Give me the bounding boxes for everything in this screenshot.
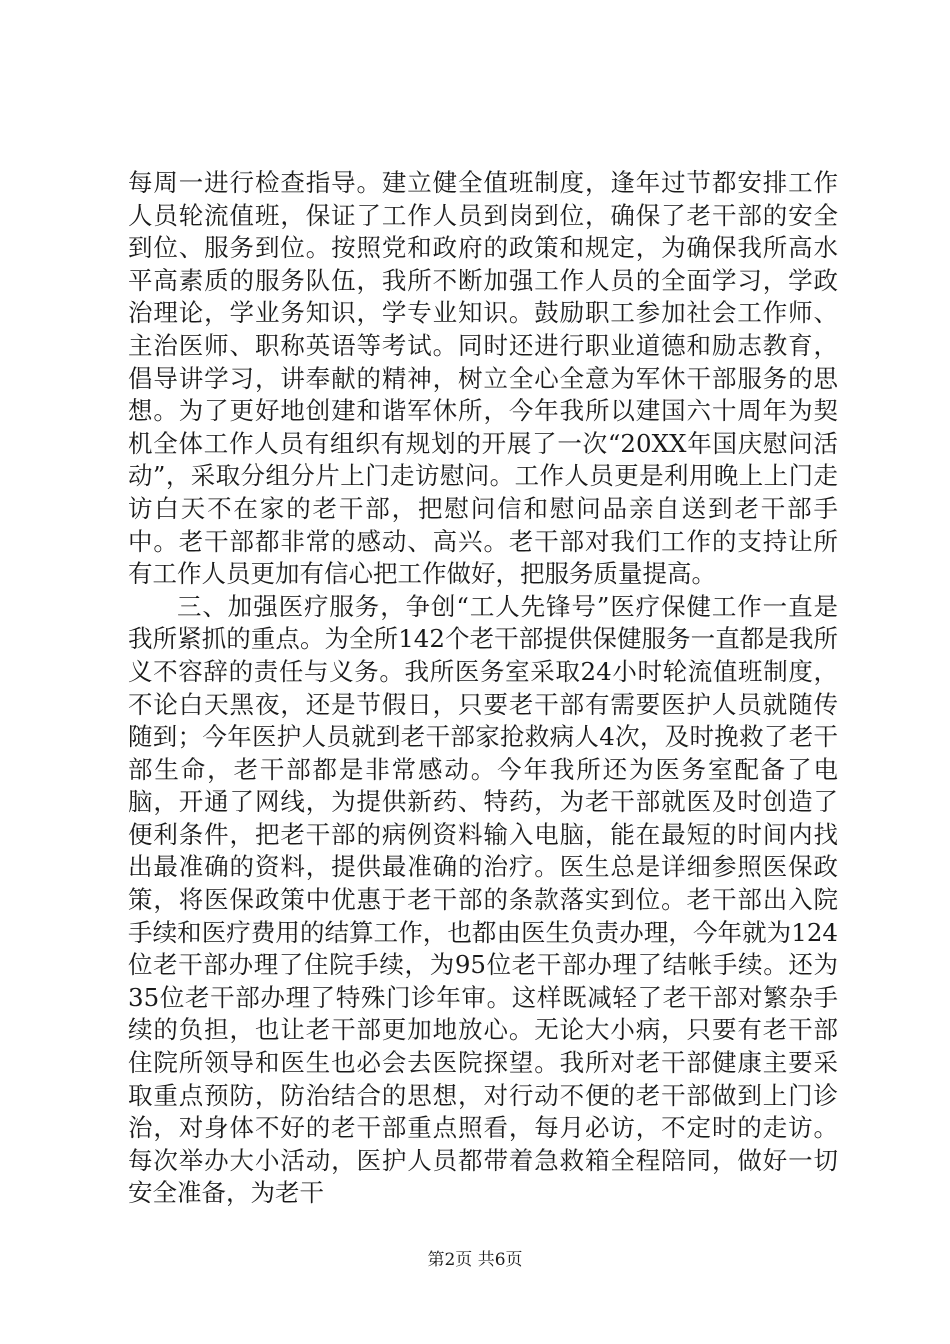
paragraph-2: 三、加强医疗服务，争创“工人先锋号”医疗保健工作一直是我所紧抓的重点。为全所142个老干部提供保健服务一直都是我所义不容辞的责任与义务。我所医务室采取24小时轮流值班制度，不论白天黑夜，还是节假日，只要老干部有需要医护人员就随传随到；今年医护人员就到老干部家抢救病人4次，及时挽救了老干部生命，老干部都是非常感动。今年我所还为医务室配备了电脑，开通了网线，为提供新药、特药，为老干部就医及时创造了便利条件，把老干部的病例资料输入电脑，能在最短的时间内找出最准确的资料，提供最准确的治疗。医生总是详细参照医保政策，将医保政策中优惠于老干部的条款落实到位。老干部出入院手续和医疗费用的结算工作，也都由医生负责办理，今年就为124位老干部办理了住院手续，为95位老干部办理了结帐手续。还为35位老干部办理了特殊门诊年审。这样既减轻了老干部对繁杂手续的负担，也让老干部更加地放心。无论大小病，只要有老干部住院所领导和医生也必会去医院探望。我所对老干部健康主要采取重点预防，防治结合的思想，对行动不便的老干部做到上门诊治，对身体不好的老干部重点照看，每月必访，不定时的走访。每次举办大小活动，医护人员都带着急救箱全程陪同，做好一切安全准备，为老干 — [128, 591, 838, 1208]
page-number-footer: 第2页 共6页 — [427, 1250, 523, 1270]
document-body — [128, 167, 838, 1210]
paragraph-1: 每周一进行检查指导。建立健全值班制度，逢年过节都安排工作人员轮流值班，保证了工作人员到岗到位，确保了老干部的安全到位、服务到位。按照党和政府的政策和规定，为确保我所高水平高素质的服务队伍，我所不断加强工作人员的全面学习，学政治理论，学业务知识，学专业知识。鼓励职工参加社会工作师、主治医师、职称英语等考试。同时还进行职业道德和励志教育，倡导讲学习，讲奉献的精神，树立全心全意为军休干部服务的思想。为了更好地创建和谐军休所，今年我所以建国六十周年为契机全体工作人员有组织有规划的开展了一次“20XX年国庆慰问活动”，采取分组分片上门走访慰问。工作人员更是利用晚上上门走访白天不在家的老干部，把慰问信和慰问品亲自送到老干部手中。老干部都非常的感动、高兴。老干部对我们工作的支持让所有工作人员更加有信心把工作做好，把服务质量提高。 — [128, 168, 838, 589]
